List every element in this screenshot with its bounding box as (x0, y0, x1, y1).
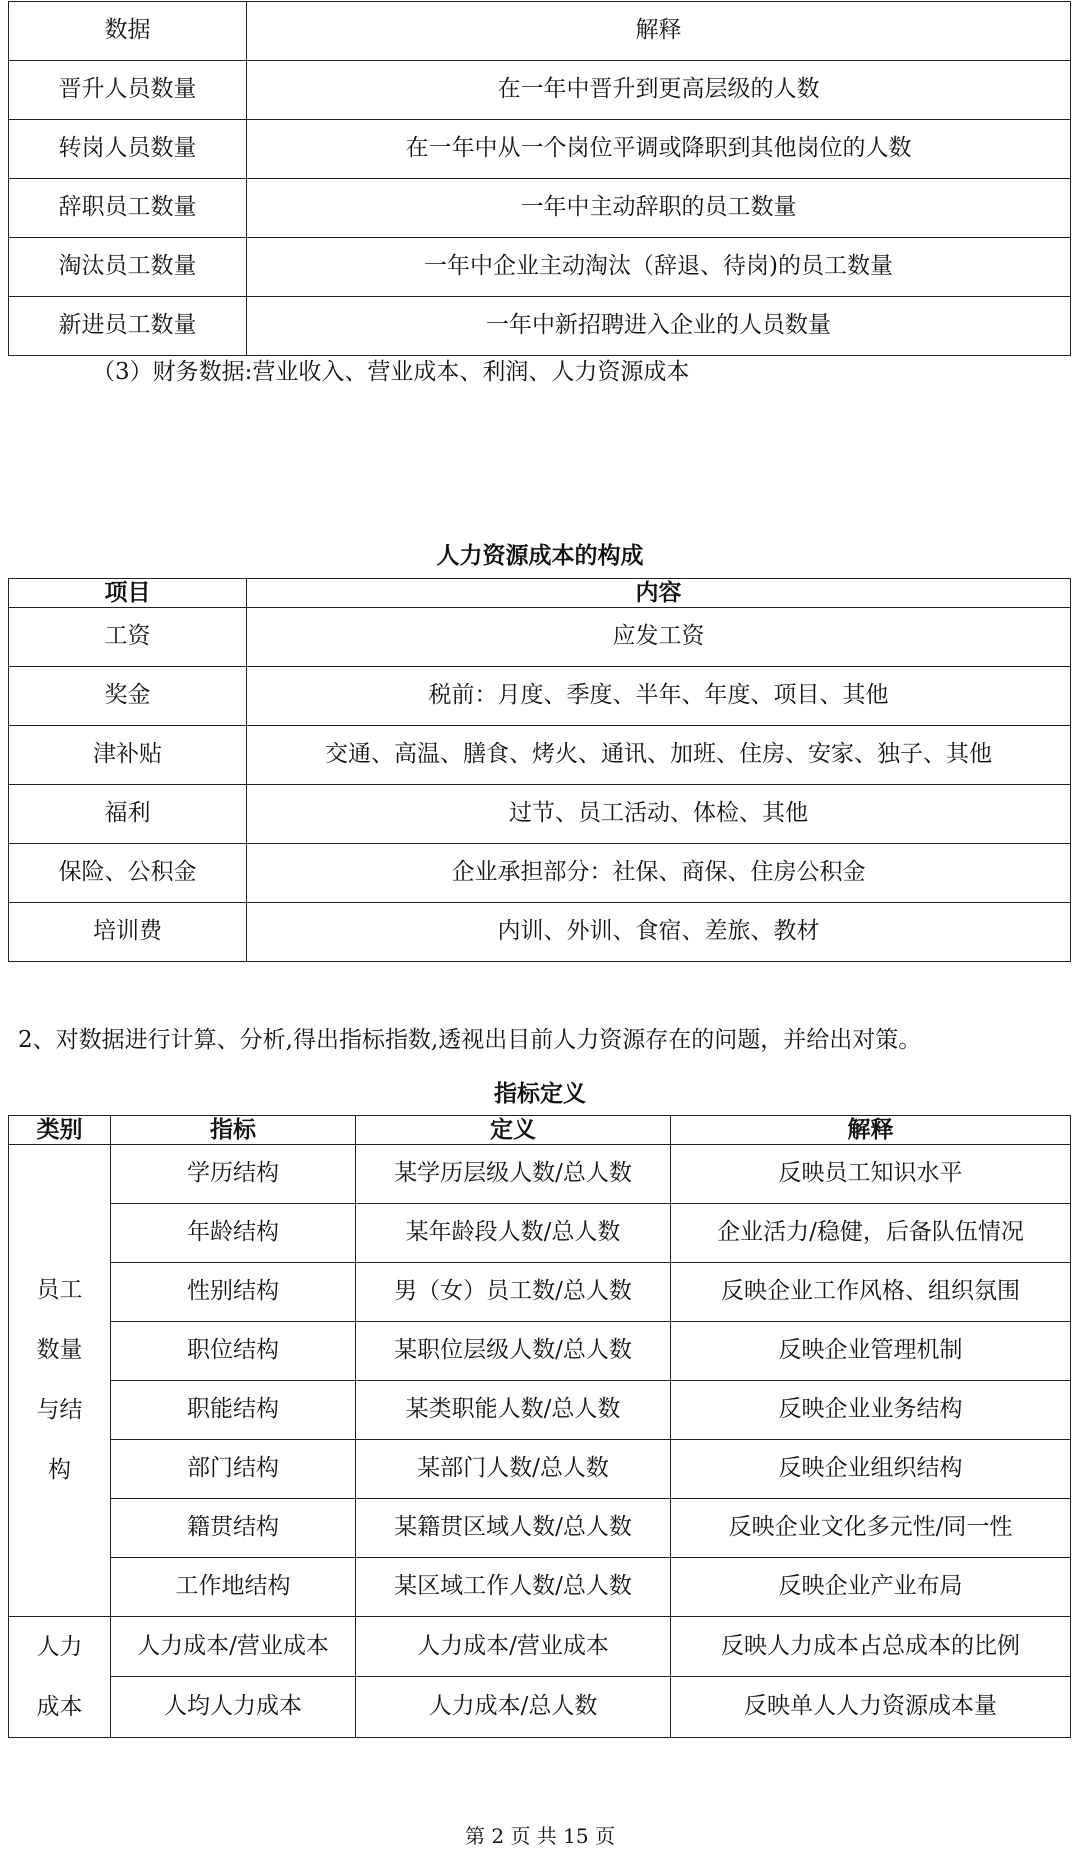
table-row (9, 297, 1071, 356)
table-cell: 年龄结构 (111, 1203, 356, 1262)
table-cell: 一年中企业主动淘汰（辞退、待岗)的员工数量 (247, 238, 1071, 297)
table-cell: 内训、外训、食宿、差旅、教材 (247, 902, 1071, 961)
table-header-row (9, 1116, 1071, 1145)
personnel-data-table (8, 1, 1071, 356)
cost-composition-table (8, 578, 1071, 962)
table-cell: 人力成本/总人数 (356, 1677, 671, 1738)
header-cell: 解释 (247, 2, 1071, 61)
table-row (9, 1144, 1071, 1203)
table-header-row (9, 579, 1071, 608)
table-cell: 学历结构 (111, 1144, 356, 1203)
header-cell: 类别 (9, 1116, 111, 1145)
table-row (9, 1262, 1071, 1321)
category-cell-headcount-structure (9, 1144, 111, 1616)
table-row (9, 784, 1071, 843)
table-cell: 福利 (9, 784, 247, 843)
table-row (9, 902, 1071, 961)
finance-data-paragraph: （3）财务数据:营业收入、营业成本、利润、人力资源成本 (92, 359, 690, 385)
table-cell: 税前：月度、季度、半年、年度、项目、其他 (247, 666, 1071, 725)
table-cell: 培训费 (9, 902, 247, 961)
table-cell: 淘汰员工数量 (9, 238, 247, 297)
category-label-line: 构 (48, 1457, 71, 1484)
table-cell: 辞职员工数量 (9, 179, 247, 238)
table-cell: 反映企业管理机制 (671, 1321, 1071, 1380)
table-cell: 职位结构 (111, 1321, 356, 1380)
category-label-line: 成本 (36, 1693, 83, 1720)
table-cell: 人力成本/营业成本 (356, 1616, 671, 1677)
table-cell: 某职位层级人数/总人数 (356, 1321, 671, 1380)
table-cell: 某部门人数/总人数 (356, 1439, 671, 1498)
table-cell: 保险、公积金 (9, 843, 247, 902)
table-row (9, 1616, 1071, 1677)
header-cell: 解释 (671, 1116, 1071, 1145)
table-row (9, 179, 1071, 238)
table-row (9, 607, 1071, 666)
indicator-definition-table (8, 1115, 1071, 1738)
indicator-definition-title: 指标定义 (494, 1080, 586, 1107)
table-cell: 某学历层级人数/总人数 (356, 1144, 671, 1203)
table-row (9, 1321, 1071, 1380)
table-cell: 某类职能人数/总人数 (356, 1380, 671, 1439)
table-cell: 一年中主动辞职的员工数量 (247, 179, 1071, 238)
table-cell: 反映员工知识水平 (671, 1144, 1071, 1203)
category-label-line: 员工 (36, 1277, 83, 1304)
table-row (9, 1203, 1071, 1262)
table-row (9, 1498, 1071, 1557)
table-cell: 反映人力成本占总成本的比例 (671, 1616, 1071, 1677)
category-label-line: 与结 (36, 1397, 83, 1424)
table-cell: 某籍贯区域人数/总人数 (356, 1498, 671, 1557)
table-cell: 晋升人员数量 (9, 61, 247, 120)
table-cell: 人均人力成本 (111, 1677, 356, 1738)
table-cell: 在一年中晋升到更高层级的人数 (247, 61, 1071, 120)
table-row (9, 238, 1071, 297)
table-cell: 职能结构 (111, 1380, 356, 1439)
table-cell: 某年龄段人数/总人数 (356, 1203, 671, 1262)
table-row (9, 120, 1071, 179)
table-row (9, 1557, 1071, 1616)
header-cell: 定义 (356, 1116, 671, 1145)
table-cell: 企业活力/稳健，后备队伍情况 (671, 1203, 1071, 1262)
table-header-row (9, 2, 1071, 61)
table-cell: 企业承担部分：社保、商保、住房公积金 (247, 843, 1071, 902)
table-cell: 在一年中从一个岗位平调或降职到其他岗位的人数 (247, 120, 1071, 179)
table-cell: 奖金 (9, 666, 247, 725)
category-label-line: 人力 (36, 1633, 83, 1660)
table-cell: 工资 (9, 607, 247, 666)
page-footer: 第 2 页 共 15 页 (465, 1824, 615, 1848)
header-cell: 内容 (247, 579, 1071, 608)
header-cell: 项目 (9, 579, 247, 608)
table-cell: 反映单人人力资源成本量 (671, 1677, 1071, 1738)
table-cell: 反映企业文化多元性/同一性 (671, 1498, 1071, 1557)
table-cell: 反映企业业务结构 (671, 1380, 1071, 1439)
table-row (9, 725, 1071, 784)
table-row (9, 1677, 1071, 1738)
table-cell: 某区域工作人数/总人数 (356, 1557, 671, 1616)
table-cell: 过节、员工活动、体检、其他 (247, 784, 1071, 843)
analysis-paragraph: 2、对数据进行计算、分析,得出指标指数,透视出目前人力资源存在的问题，并给出对策。 (18, 1027, 922, 1053)
table-cell: 反映企业组织结构 (671, 1439, 1071, 1498)
table-cell: 反映企业产业布局 (671, 1557, 1071, 1616)
table-cell: 性别结构 (111, 1262, 356, 1321)
cost-composition-title: 人力资源成本的构成 (436, 542, 644, 569)
table-row (9, 1380, 1071, 1439)
table-row (9, 61, 1071, 120)
table-cell: 津补贴 (9, 725, 247, 784)
table-cell: 新进员工数量 (9, 297, 247, 356)
table-cell: 部门结构 (111, 1439, 356, 1498)
category-label-line: 数量 (36, 1337, 83, 1364)
table-cell: 男（女）员工数/总人数 (356, 1262, 671, 1321)
table-row (9, 1439, 1071, 1498)
table-cell: 反映企业工作风格、组织氛围 (671, 1262, 1071, 1321)
table-cell: 一年中新招聘进入企业的人员数量 (247, 297, 1071, 356)
header-cell: 指标 (111, 1116, 356, 1145)
header-cell: 数据 (9, 2, 247, 61)
table-row (9, 666, 1071, 725)
table-cell: 转岗人员数量 (9, 120, 247, 179)
table-cell: 籍贯结构 (111, 1498, 356, 1557)
table-cell: 工作地结构 (111, 1557, 356, 1616)
category-cell-hr-cost (9, 1616, 111, 1737)
table-cell: 人力成本/营业成本 (111, 1616, 356, 1677)
table-cell: 应发工资 (247, 607, 1071, 666)
table-row (9, 843, 1071, 902)
table-cell: 交通、高温、膳食、烤火、通讯、加班、住房、安家、独子、其他 (247, 725, 1071, 784)
